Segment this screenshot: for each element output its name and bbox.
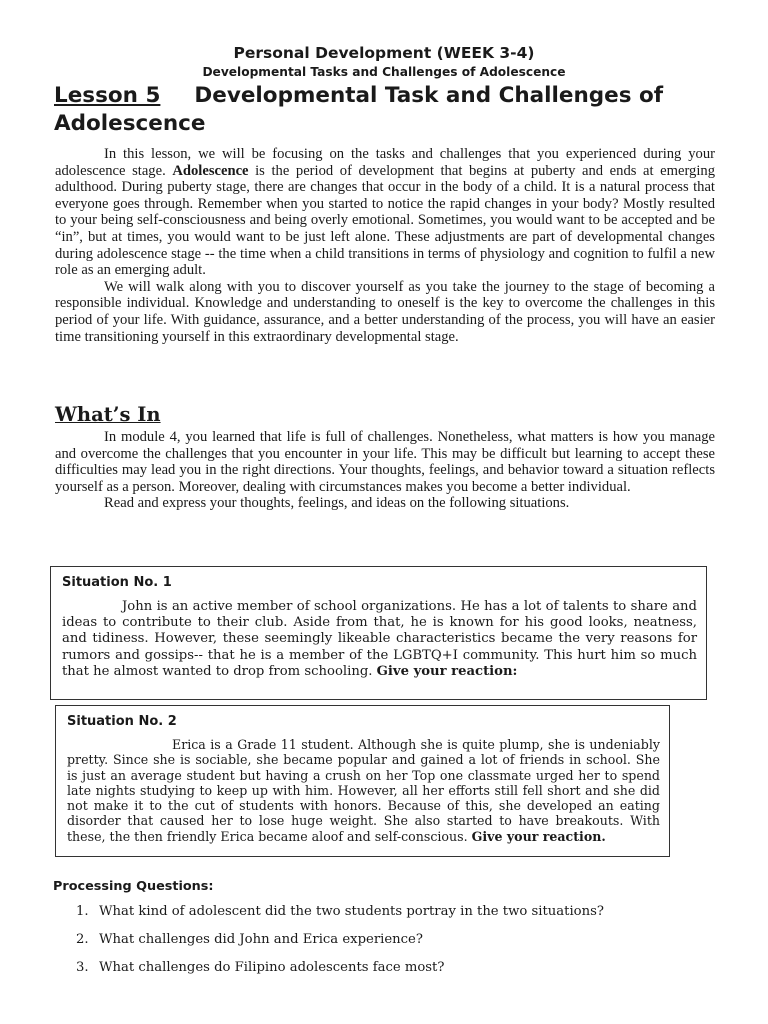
intro-paragraph-1 xyxy=(55,146,715,279)
processing-questions-list xyxy=(76,904,736,988)
lesson-number: Lesson 5 xyxy=(54,83,161,108)
situation-text xyxy=(67,737,660,844)
processing-questions-title: Processing Questions: xyxy=(53,879,214,894)
whats-in-section xyxy=(55,429,715,512)
situation-text xyxy=(62,599,697,680)
question-text: What challenges do Filipino adolescents face most? xyxy=(99,960,445,975)
question-item xyxy=(76,904,736,932)
situation-body: John is an active member of school organizations. He has a lot of talents to share and ideas to contribute to their club. Aside from that, he is known for his good looks, neatness, and tidiness. However, these seemingly likeable characteristics became the very reasons for rumors and gossips-- that he is a member of the LGBTQ+I community. This hurt him so much that he almost wanted to drop from schooling. xyxy=(62,599,697,679)
question-number: 2. xyxy=(76,932,89,947)
question-number: 3. xyxy=(76,960,89,975)
question-text: What kind of adolescent did the two students portray in the two situations? xyxy=(99,904,604,919)
situation-title: Situation No. 1 xyxy=(62,575,172,590)
question-item xyxy=(76,932,736,960)
situation-prompt: Give your reaction. xyxy=(471,828,606,844)
question-number: 1. xyxy=(76,904,89,919)
situation-prompt: Give your reaction: xyxy=(376,663,518,679)
document-subtitle: Developmental Tasks and Challenges of Adolescence xyxy=(202,65,566,79)
question-text: What challenges did John and Erica experience? xyxy=(99,932,423,947)
situation-title: Situation No. 2 xyxy=(67,714,177,729)
intro-section xyxy=(55,146,715,345)
question-item xyxy=(76,960,736,988)
intro-text-a: In this lesson, we will be focusing on the tasks and challenges that you experienced during your adolescence stage. xyxy=(55,146,715,179)
document-title: Personal Development (WEEK 3-4) xyxy=(233,44,535,62)
lesson-title: Developmental Task and Challenges of Adolescence xyxy=(54,83,664,136)
intro-text-b: is the period of development that begins at puberty and ends at emerging adulthood. During puberty stage, there are changes that occur in the body of a child. It is a natural process that everyone goes through. Remember when you started to notice the rapid changes in your body? Mostly resulted to your being self-consciousness and being overly emotional. Sometimes, you would want to be accepted and be “in”, but at times, you would want to be just left alone. These adjustments are part of developmental changes during adolescence stage -- the time when a child transitions in terms of physiology and cognition to fulfil a new role as an emerging adult. xyxy=(55,162,716,279)
whats-in-paragraph-2: Read and express your thoughts, feelings, and ideas on the following situations. xyxy=(104,495,570,512)
situation-body: Erica is a Grade 11 student. Although she is quite plump, she is undeniably pretty. Since she is sociable, she became popular and gained a lot of friends in school. She is just an average student but having a crush on her Top one classmate urged her to spend late nights studying to keep up with him. However, all her efforts still fell short and she did not make it to the cut of students with honors. Because of this, she developed an eating disorder that caused her to lose huge weight. She also started to have breakouts. With these, the then friendly Erica became aloof and self-conscious. xyxy=(67,737,660,844)
intro-term-adolescence: Adolescence xyxy=(172,162,249,179)
intro-paragraph-2: We will walk along with you to discover yourself as you take the journey to the stage of becoming a responsible individual. Knowledge and understanding to oneself is the key to overcome the challenges in this period of your life. With guidance, assurance, and a better understanding of the process, you will have an easier time transitioning yourself in this extraordinary developmental stage. xyxy=(55,278,715,345)
whats-in-heading: What’s In xyxy=(55,403,161,426)
lesson-heading xyxy=(54,82,734,138)
situation-box-2 xyxy=(55,705,670,857)
whats-in-paragraph-1: In module 4, you learned that life is full of challenges. Nonetheless, what matters is how you manage and overcome the challenges that you encounter in your life. This may be difficult but learning to accept these difficulties may lead you in the right directions. Your thoughts, feelings, and behavior toward a situation reflects yourself as a person. Moreover, dealing with circumstances makes you become a better individual. xyxy=(55,429,715,495)
situation-box-1 xyxy=(50,566,707,700)
